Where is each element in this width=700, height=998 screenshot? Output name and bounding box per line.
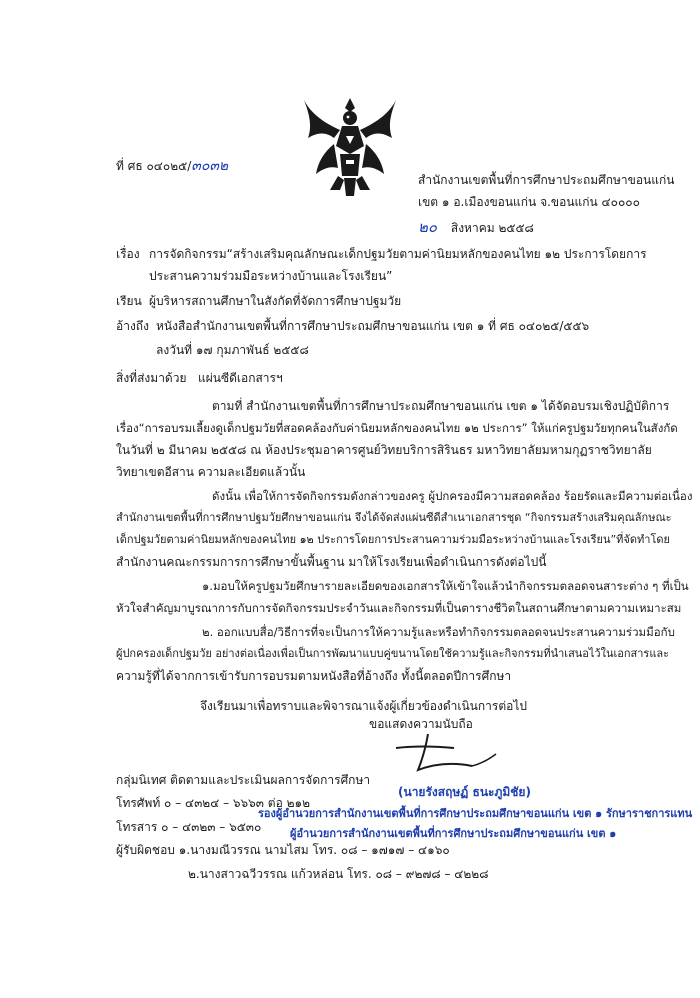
to-text: ผู้บริหารสถานศึกษาในสังกัดที่จัดการศึกษาปฐมวัย <box>149 294 402 308</box>
signatory-position-2: ผู้อำนวยการสำนักงานเขตพื้นที่การศึกษาประถมศึกษาขอนแก่น เขต ๑ <box>290 827 617 840</box>
body-p1-line-1: ตามที่ สำนักงานเขตพื้นที่การศึกษาประถมศึกษาขอนแก่น เขต ๑ ได้จัดอบรมเชิงปฏิบัติการ <box>212 399 670 413</box>
org-line-1: สำนักงานเขตพื้นที่การศึกษาประถมศึกษาขอนแก่น <box>418 173 675 187</box>
footer-department: กลุ่มนิเทศ ติดตามและประเมินผลการจัดการศึกษา <box>116 773 371 787</box>
doc-number: ที่ ศธ ๐๔๐๒๕/๓๐๓๒ <box>116 158 229 174</box>
enclosure-label: สิ่งที่ส่งมาด้วย <box>116 371 187 385</box>
reference-line-1: หนังสือสำนักงานเขตพื้นที่การศึกษาประถมศึกษาขอนแก่น เขต ๑ ที่ ศธ ๐๔๐๒๕/๕๕๖ <box>156 319 590 333</box>
body-item1-line-1: ๑.มอบให้ครูปฐมวัยศึกษารายละเอียดของเอกสารให้เข้าใจแล้วนำกิจกรรมตลอดจนสาระต่าง ๆ ที่เป็น <box>202 579 689 593</box>
signatory-name: (นายรังสฤษฏ์ ธนะภูมิชัย) <box>398 785 531 799</box>
date-day-handwritten: ๒๐ <box>418 218 438 236</box>
body-p1-line-4: วิทยาเขตอีสาน ความละเอียดแล้วนั้น <box>116 465 306 479</box>
letter-date: ๒๐ สิงหาคม ๒๕๕๘ <box>418 218 534 236</box>
body-p2-line-3: เด็กปฐมวัยตามค่านิยมหลักของคนไทย ๑๒ ประการโดยการประสานความร่วมมือระหว่างบ้านและโรงเรียน”ที่จัดทำโดย <box>116 533 670 546</box>
org-line-2: เขต ๑ อ.เมืองขอนแก่น จ.ขอนแก่น ๔๐๐๐๐ <box>418 195 640 209</box>
closing-salutation: ขอแสดงความนับถือ <box>369 717 473 731</box>
subject-label: เรื่อง <box>116 247 140 261</box>
footer-fax: โทรสาร ๐ – ๔๓๒๓ – ๖๕๓๐ <box>116 820 262 834</box>
subject-line-2: ประสานความร่วมมือระหว่างบ้านและโรงเรียน” <box>149 269 393 283</box>
footer-contact-2: ๒.นางสาวฉวีวรรณ แก้วหล่อน โทร. ๐๘ – ๙๒๗๘ – ๔๒๒๘ <box>188 867 489 881</box>
body-item1-line-2: หัวใจสำคัญมาบูรณาการกับการจัดกิจกรรมประจำวันและกิจกรรมที่เป็นตารางชีวิตในสถานศึกษาตามความเหมาะสม <box>116 601 682 615</box>
footer-contact-1: ผู้รับผิดชอบ ๑.นางมณีวรรณ นามไสม โทร. ๐๘ – ๑๗๑๗ – ๔๑๖๐ <box>116 843 450 857</box>
doc-number-handwritten: ๓๐๓๒ <box>191 158 229 174</box>
reference-label: อ้างถึง <box>116 319 149 333</box>
to-label: เรียน <box>116 294 142 308</box>
footer-phone: โทรศัพท์ ๐ – ๔๓๒๔ – ๖๖๖๓ ต่อ ๒๑๒ <box>116 796 311 810</box>
reference-line-2: ลงวันที่ ๑๗ กุมภาพันธ์ ๒๕๕๘ <box>156 343 309 357</box>
body-p1-line-2: เรื่อง“การอบรมเลี้ยงดูเด็กปฐมวัยที่สอดคล้องกับค่านิยมหลักของคนไทย ๑๒ ประการ” ให้แก่ครูปฐมวัยทุกคนในสังกัด <box>116 421 678 435</box>
body-p2-line-1: ดังนั้น เพื่อให้การจัดกิจกรรมดังกล่าวของครู ผู้ปกครองมีความสอดคล้อง ร้อยรัดและมีความต่อเนื่อง <box>212 489 693 503</box>
subject-line-1: การจัดกิจกรรม“สร้างเสริมคุณลักษณะเด็กปฐมวัยตามค่านิยมหลักของคนไทย ๑๒ ประการโดยการ <box>149 247 647 261</box>
handwritten-signature-icon <box>392 726 502 776</box>
body-item2-line-3: ความรู้ที่ได้จากการเข้ารับการอบรมตามหนังสือที่อ้างถึง ทั้งนี้ตลอดปีการศึกษา <box>116 669 512 683</box>
body-p2-line-4: สำนักงานคณะกรรมการการศึกษาขั้นพื้นฐาน มาให้โรงเรียนเพื่อดำเนินการดังต่อไปนี้ <box>116 555 547 569</box>
enclosure-text: แผ่นซีดีเอกสารฯ <box>198 371 283 385</box>
garuda-emblem-icon <box>300 92 400 202</box>
body-item2-line-2: ผู้ปกครองเด็กปฐมวัย อย่างต่อเนื่องเพื่อเป็นการพัฒนาแบบคู่ขนานโดยใช้ความรู้และกิจกรรมที่นำเสนอไว้ในเอกสารและ <box>116 647 670 660</box>
closing-request: จึงเรียนมาเพื่อทราบและพิจารณาแจ้งผู้เกี่ยวข้องดำเนินการต่อไป <box>200 699 527 713</box>
body-p2-line-2: สำนักงานเขตพื้นที่การศึกษาปฐมวัยศึกษาขอนแก่น จึงได้จัดส่งแผ่นซีดีสำเนาเอกสารชุด “กิจกรรมสร้างเสริมคุณลักษณะ <box>116 511 672 524</box>
body-p1-line-3: ในวันที่ ๒ มีนาคม ๒๕๕๘ ณ ห้องประชุมอาคารศูนย์วิทยบริการสิรินธร มหาวิทยาลัยมหามกุฏราชวิทยาลัย <box>116 443 652 457</box>
body-item2-line-1: ๒. ออกแบบสื่อ/วิธีการที่จะเป็นการให้ความรู้และหรือทำกิจกรรมตลอดจนประสานความร่วมมือกับ <box>202 625 675 639</box>
signatory-position-1: รองผู้อำนวยการสำนักงานเขตพื้นที่การศึกษาประถมศึกษาขอนแก่น เขต ๑ รักษาราชการแทน <box>258 807 693 820</box>
